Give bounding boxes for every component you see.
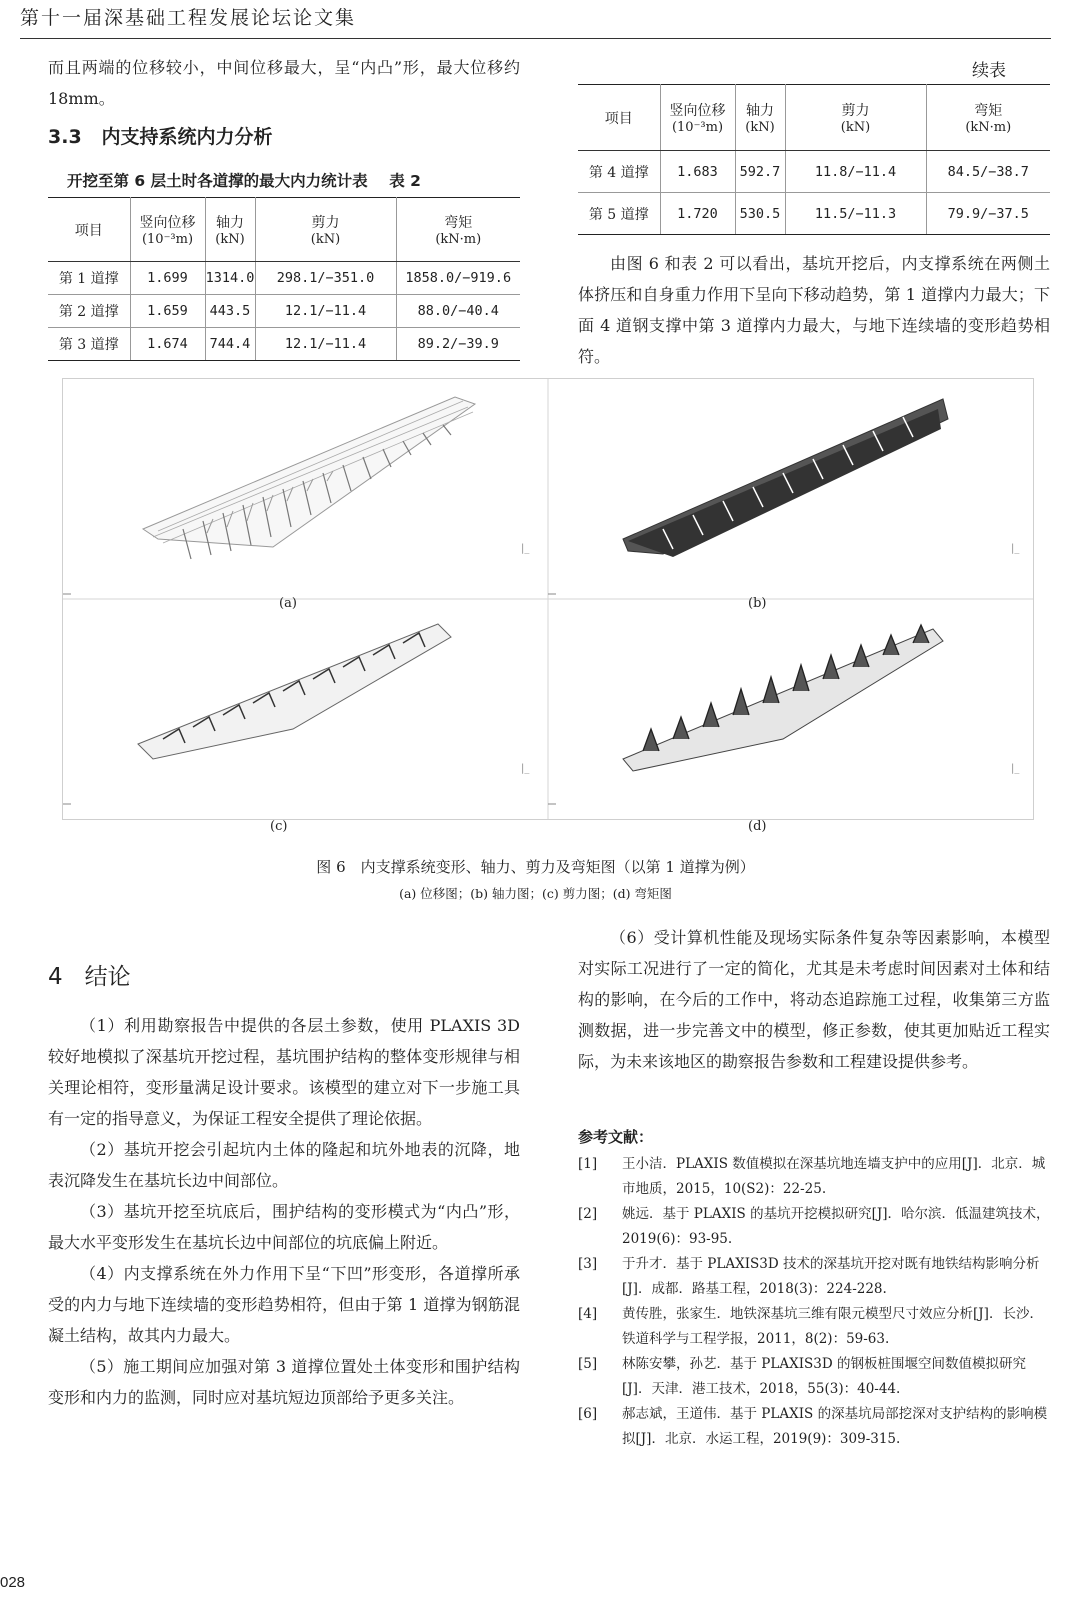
section-title: 内支持系统内力分析	[101, 126, 273, 148]
reference-item	[578, 1402, 1050, 1452]
cell-disp: 1.659	[130, 295, 205, 328]
svg-text:|_: |_	[521, 763, 530, 774]
reference-item	[578, 1302, 1050, 1352]
table-row	[48, 295, 520, 328]
conclusion-item: （2）基坑开挖会引起坑内土体的隆起和坑外地表的沉降，地表沉降发生在基坑长边中间部位。	[48, 1140, 520, 1190]
reference-text: 黄传胜，张家生．地铁深基坑三维有限元模型尺寸效应分析[J]．长沙．铁道科学与工程学报，2011，8(2)：59-63.	[622, 1306, 1043, 1347]
cell-item: 第 5 道撑	[578, 193, 660, 235]
cell-disp: 1.699	[130, 262, 205, 295]
table-header-row	[578, 85, 1050, 151]
conclusion-item: （1）利用勘察报告中提供的各层土参数，使用 PLAXIS 3D 较好地模拟了深基坑开挖过程，基坑围护结构的整体变形规律与相关理论相符，变形量满足设计要求。该模型的建立对下一步施工具有一定的指导意义，为保证工程安全提供了理论依据。	[48, 1016, 520, 1128]
section-number: 4	[48, 964, 63, 990]
cell-disp: 1.683	[660, 151, 735, 193]
cell-shear: 12.1/−11.4	[255, 328, 396, 361]
panel-b-axial-force-plot	[548, 399, 1019, 594]
reference-item	[578, 1352, 1050, 1402]
reference-text: 于升才．基于 PLAXIS3D 技术的深基坑开挖对既有地铁结构影响分析[J]．成都．路基工程，2018(3)：224-228.	[622, 1256, 1040, 1297]
table-header-row	[48, 198, 520, 262]
table-2-caption	[67, 169, 421, 191]
cell-moment: 89.2/−39.9	[396, 328, 520, 361]
table-2-continued	[578, 84, 1050, 235]
figure-6-graphic	[63, 379, 1033, 819]
cell-shear: 11.5/−11.3	[785, 193, 926, 235]
cell-moment: 88.0/−40.4	[396, 295, 520, 328]
reference-number: [1]	[578, 1156, 598, 1172]
cell-shear: 11.8/−11.4	[785, 151, 926, 193]
panel-a-label: (a)	[279, 596, 297, 611]
table-2	[48, 197, 520, 361]
reference-text: 郝志斌，王道伟．基于 PLAXIS 的深基坑局部挖深对支护结构的影响模拟[J]．北京．水运工程，2019(9)：309-315.	[622, 1406, 1048, 1447]
cell-item: 第 2 道撑	[48, 295, 130, 328]
svg-text:|_: |_	[1011, 543, 1020, 554]
panel-c-label: (c)	[270, 819, 288, 834]
section-4-heading	[48, 958, 131, 991]
page-number: 028	[0, 1574, 26, 1591]
header-moment: 弯矩 (kN·m)	[396, 198, 520, 262]
cell-shear: 12.1/−11.4	[255, 295, 396, 328]
cell-axial: 744.4	[205, 328, 255, 361]
cell-disp: 1.674	[130, 328, 205, 361]
section-3-3-heading	[48, 122, 273, 149]
panel-b-label: (b)	[748, 596, 767, 611]
figure-6-caption: 图 6 内支撑系统变形、轴力、剪力及弯矩图（以第 1 道撑为例）	[316, 858, 755, 876]
panel-d-label: (d)	[748, 819, 767, 834]
header-disp: 竖向位移 (10⁻³m)	[130, 198, 205, 262]
conclusion-item: （3）基坑开挖至坑底后，围护结构的变形模式为“内凸”形，最大水平变形发生在基坑长边中间部位的坑底偏上附近。	[48, 1202, 520, 1252]
header-item: 项目	[578, 85, 660, 151]
running-header-title: 第十一届深基础工程发展论坛论文集	[20, 7, 357, 29]
reference-number: [6]	[578, 1406, 598, 1422]
table-row	[48, 328, 520, 361]
reference-item	[578, 1202, 1050, 1252]
reference-text: 王小洁．PLAXIS 数值模拟在深基坑地连墙支护中的应用[J]．北京．城市地质，2015，10(S2)：22-25.	[622, 1156, 1046, 1197]
conclusions-left	[48, 1010, 520, 1413]
reference-text: 姚远．基于 PLAXIS 的基坑开挖模拟研究[J]．哈尔滨．低温建筑技术，2019(6)：93-95.	[622, 1206, 1050, 1247]
conclusion-item: （4）内支撑系统在外力作用下呈“下凹”形变形，各道撑所承受的内力与地下连续墙的变形趋势相符，但由于第 1 道撑为钢筋混凝土结构，故其内力最大。	[48, 1264, 520, 1345]
panel-d-bending-moment-plot	[548, 625, 1019, 804]
running-header	[20, 0, 1051, 39]
cell-moment: 79.9/−37.5	[926, 193, 1050, 235]
panel-c-shear-force-plot	[63, 624, 529, 804]
intro-paragraph: 而且两端的位移较小，中间位移最大，呈“内凸”形，最大位移约 18mm。	[48, 58, 520, 108]
cell-disp: 1.720	[660, 193, 735, 235]
section-number: 3.3	[48, 126, 82, 148]
reference-text: 林陈安攀，孙艺．基于 PLAXIS3D 的钢板桩围堰空间数值模拟研究[J]．天津．港工技术，2018，55(3)：40-44.	[622, 1356, 1026, 1397]
reference-number: [2]	[578, 1206, 598, 1222]
cell-moment: 84.5/−38.7	[926, 151, 1050, 193]
cell-axial: 530.5	[735, 193, 785, 235]
panel-a-displacement-plot	[63, 397, 529, 594]
cell-axial: 443.5	[205, 295, 255, 328]
reference-number: [3]	[578, 1256, 598, 1272]
continued-table-label: 续表	[972, 61, 1006, 81]
table-row	[48, 262, 520, 295]
header-item: 项目	[48, 198, 130, 262]
cell-item: 第 4 道撑	[578, 151, 660, 193]
figure-6-subcaption: (a) 位移图；(b) 轴力图；(c) 剪力图；(d) 弯矩图	[399, 886, 672, 901]
header-shear: 剪力 (kN)	[785, 85, 926, 151]
section-title: 结论	[84, 964, 131, 990]
figure-6	[62, 378, 1034, 820]
references-heading: 参考文献：	[578, 1128, 654, 1146]
reference-item	[578, 1152, 1050, 1202]
reference-number: [5]	[578, 1356, 598, 1372]
reference-number: [4]	[578, 1306, 598, 1322]
cell-item: 第 3 道撑	[48, 328, 130, 361]
header-axial: 轴力 (kN)	[205, 198, 255, 262]
reference-item	[578, 1252, 1050, 1302]
conclusion-item: （6）受计算机性能及现场实际条件复杂等因素影响，本模型对实际工况进行了一定的简化，尤其是未考虑时间因素对土体和结构的影响，在今后的工作中，将动态追踪施工过程，收集第三方监测数据，进一步完善文中的模型，修正参数，使其更加贴近工程实际，为未来该地区的勘察报告参数和工程建设提供参考。	[578, 928, 1050, 1071]
table-row	[578, 193, 1050, 235]
cell-item: 第 1 道撑	[48, 262, 130, 295]
svg-text:|_: |_	[1011, 763, 1020, 774]
header-shear: 剪力 (kN)	[255, 198, 396, 262]
table-label: 表 2	[389, 172, 421, 190]
cell-axial: 1314.0	[205, 262, 255, 295]
cell-axial: 592.7	[735, 151, 785, 193]
conclusion-item: （5）施工期间应加强对第 3 道撑位置处土体变形和围护结构变形和内力的监测，同时应对基坑短边顶部给予更多关注。	[48, 1357, 520, 1407]
header-axial: 轴力 (kN)	[735, 85, 785, 151]
table-row	[578, 151, 1050, 193]
cell-shear: 298.1/−351.0	[255, 262, 396, 295]
svg-text:|_: |_	[521, 543, 530, 554]
header-disp: 竖向位移 (10⁻³m)	[660, 85, 735, 151]
table-caption-text: 开挖至第 6 层土时各道撑的最大内力统计表	[67, 172, 368, 190]
cell-moment: 1858.0/−919.6	[396, 262, 520, 295]
right-column-paragraph: 由图 6 和表 2 可以看出，基坑开挖后，内支撑系统在两侧土体挤压和自身重力作用下呈向下移动趋势，第 1 道撑内力最大；下面 4 道钢支撑中第 3 道撑内力最大，与地下连续墙的变形趋势相符。	[578, 254, 1050, 366]
header-moment: 弯矩 (kN·m)	[926, 85, 1050, 151]
